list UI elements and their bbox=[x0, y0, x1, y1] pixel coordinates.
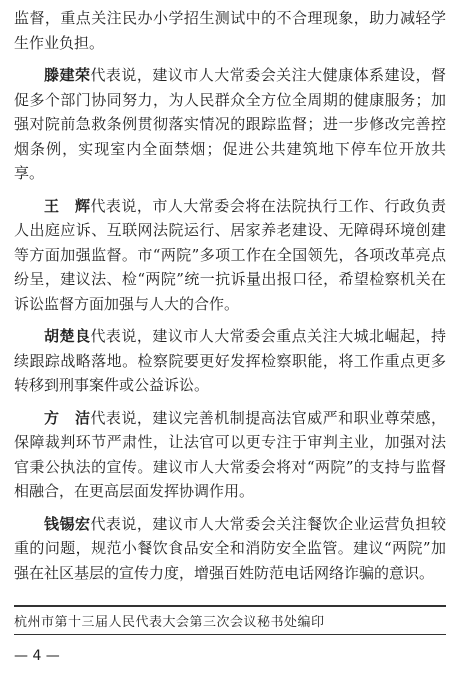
paragraph-text: 代表说，建议市人大常委会关注大健康体系建设，督促多个部门协同努力，为人民群众全方位全周期的健康服务；加强对院前急救条例贯彻落实情况的跟踪监督；进一步修改完善控烟条例，实现室内全面禁烟；促进公共建筑地下停车位开放共享。 bbox=[14, 66, 446, 182]
speaker-name: 钱锡宏 bbox=[44, 514, 91, 533]
paragraph-speaker-4 bbox=[14, 406, 446, 504]
footer-bottom-rule bbox=[14, 634, 446, 635]
paragraph-text: 代表说，建议完善机制提高法官威严和职业尊荣感，保障裁判环节严肃性，让法官可以更专注于审判主业，加强对法官秉公执法的宣传。建议市人大常委会将对“两院”的支持与监督相融合，在更高层面发挥协调作用。 bbox=[14, 408, 446, 500]
paragraph-speaker-2 bbox=[14, 194, 446, 317]
speaker-name: 方 洁 bbox=[44, 408, 91, 427]
speaker-name: 胡楚良 bbox=[44, 327, 91, 345]
paragraph-text: 监督，重点关注民办小学招生测试中的不合理现象，助力减轻学生作业负担。 bbox=[14, 9, 446, 52]
speaker-name: 王 辉 bbox=[44, 196, 91, 215]
paragraph-speaker-5 bbox=[14, 512, 446, 586]
paragraph-text: 代表说，市人大常委会将在法院执行工作、行政负责人出庭应诉、互联网法院运行、居家养老建设、无障碍环境创建等方面加强监督。市“两院”多项工作在全国领先，各项改革亮点纷呈，建议法、检“两院”统一抗诉量出报口径，希望检察机关在诉讼监督方面加强与人大的合作。 bbox=[14, 196, 446, 313]
paragraph-text: 代表说，建议市人大常委会关注餐饮企业运营负担较重的问题，规范小餐饮食品安全和消防安全监管。建议“两院”加强在社区基层的宣传力度，增强百姓防范电话网络诈骗的意识。 bbox=[14, 514, 446, 582]
paragraph-speaker-3 bbox=[14, 324, 446, 398]
footer-publisher: 杭州市第十三届人民代表大会第三次会议秘书处编印 bbox=[14, 615, 325, 630]
paragraph-continuation bbox=[14, 6, 446, 55]
body-text bbox=[14, 6, 446, 585]
footer-top-rule bbox=[14, 605, 446, 607]
speaker-name: 滕建荣 bbox=[44, 66, 91, 84]
paragraph-speaker-1 bbox=[14, 63, 446, 186]
page-number: — 4 — bbox=[14, 648, 60, 664]
paragraph-text: 代表说，建议市人大常委会重点关注大城北崛起，持续跟踪战略落地。检察院要更好发挥检察职能，将工作重点更多转移到刑事案件或公益诉讼。 bbox=[14, 327, 446, 394]
